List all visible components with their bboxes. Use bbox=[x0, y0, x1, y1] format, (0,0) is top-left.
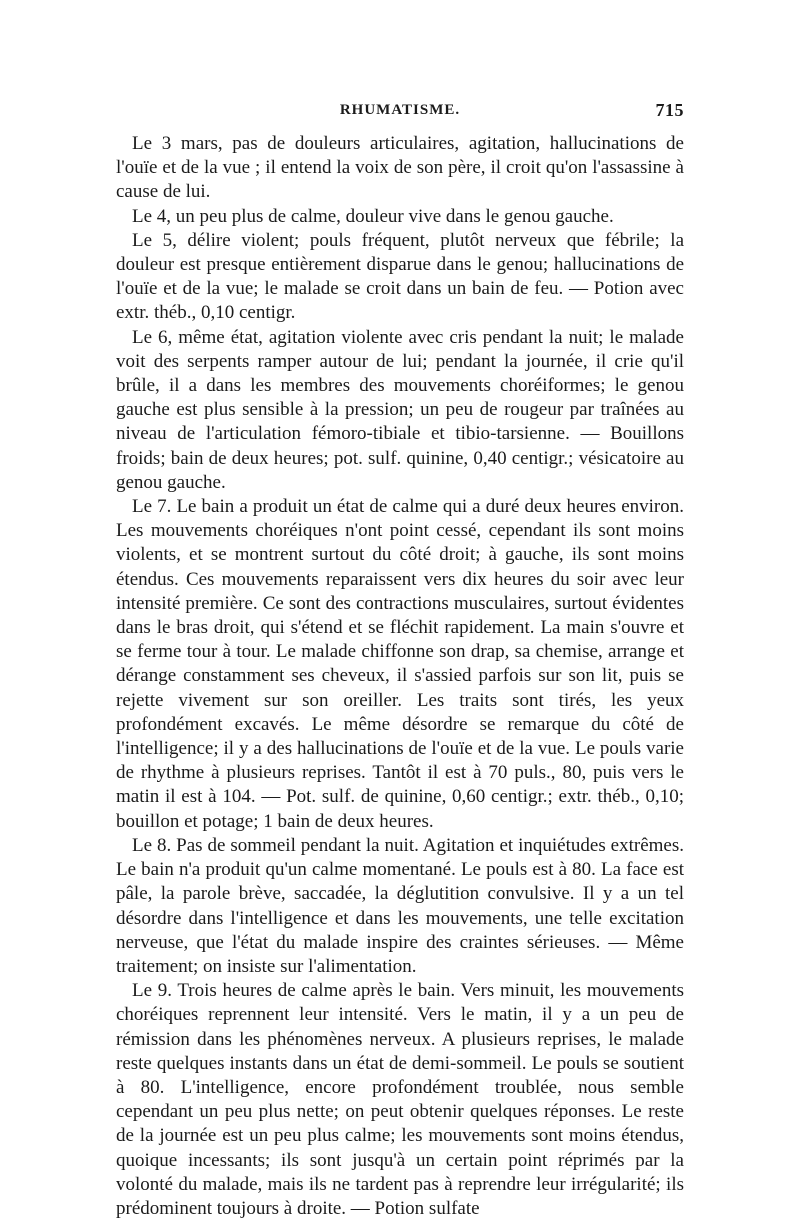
book-page bbox=[116, 96, 684, 1221]
paragraph-day-9: Le 9. Trois heures de calme après le bain. Vers minuit, les mouvements choréiques reprennent leur intensité. Vers le matin, il y a un peu de rémission dans les phénomènes nerveux. A plusieurs reprises, le malade reste quelques instants dans un état de demi-sommeil. Le pouls se soutient à 80. L'intelligence, encore profondément troublée, nous semble cependant un peu plus nette; on peut obtenir quelques réponses. Le reste de la journée est un peu plus calme; les mouvements sont moins étendus, quoique incessants; ils sont jusqu'à un certain point réprimés par la volonté du malade, mais ils ne tardent pas à reprendre leur irrégularité; ils prédominent toujours à droite. — Potion sulfate bbox=[116, 980, 684, 1219]
paragraph-day-6: Le 6, même état, agitation violente avec cris pendant la nuit; le malade voit des serpents ramper autour de lui; pendant la journée, il crie qu'il brûle, il a dans les membres des mouvements choréiformes; le genou gauche est plus sensible à la pression; un peu de rougeur par traînées au niveau de l'articulation fémoro-tibiale et tibio-tarsienne. — Bouillons froids; bain de deux heures; pot. sulf. quinine, 0,40 centigr.; vésicatoire au genou gauche. bbox=[116, 326, 684, 493]
page-number: 715 bbox=[655, 100, 684, 120]
paragraph-day-8: Le 8. Pas de sommeil pendant la nuit. Agitation et inquiétudes extrêmes. Le bain n'a produit qu'un calme momentané. Le pouls est à 80. La face est pâle, la parole brève, saccadée, la déglutition convulsive. Il y a un tel désordre dans l'intelligence et dans les mouvements, une telle excitation nerveuse, que l'état du malade inspire des craintes sérieuses. — Même traitement; on insiste sur l'alimentation. bbox=[116, 834, 684, 977]
running-header bbox=[116, 96, 684, 132]
running-title: RHUMATISME. bbox=[339, 102, 461, 118]
paragraph-day-7: Le 7. Le bain a produit un état de calme qui a duré deux heures environ. Les mouvements choréiques n'ont point cessé, cependant ils sont moins violents, et se montrent surtout du côté droit; à gauche, ils sont moins étendus. Ces mouvements reparaissent vers dix heures du soir avec leur intensité première. Ce sont des contractions musculaires, surtout évidentes dans le bras droit, qui s'étend et se fléchit rapidement. La main s'ouvre et se ferme tour à tour. Le malade chiffonne son drap, sa chemise, arrange et dérange constamment ses cheveux, il s'assied parfois sur son lit, puis se rejette vivement sur son oreiller. Les traits sont tirés, les yeux profondément excavés. Le même désordre se remarque du côté de l'intelligence; il y a des hallucinations de l'ouïe et de la vue. Le pouls varie de rhythme à plusieurs reprises. Tantôt il est à 70 puls., 80, puis vers le matin il est à 104. — Pot. sulf. de quinine, 0,60 centigr.; extr. théb., 0,10; bouillon et potage; 1 bain de deux heures. bbox=[116, 496, 684, 832]
paragraph-day-5: Le 5, délire violent; pouls fréquent, plutôt nerveux que fébrile; la douleur est presque entièrement disparue dans le genou; hallucinations de l'ouïe et de la vue; le malade se croit dans un bain de feu. — Potion avec extr. théb., 0,10 centigr. bbox=[116, 229, 684, 324]
paragraph-march-3: Le 3 mars, pas de douleurs articulaires, agitation, hallucinations de l'ouïe et de la vue ; il entend la voix de son père, il croit qu'on l'assassine à cause de lui. bbox=[116, 133, 684, 203]
paragraph-day-4: Le 4, un peu plus de calme, douleur vive dans le genou gauche. bbox=[132, 205, 614, 227]
body-text bbox=[116, 132, 684, 1221]
